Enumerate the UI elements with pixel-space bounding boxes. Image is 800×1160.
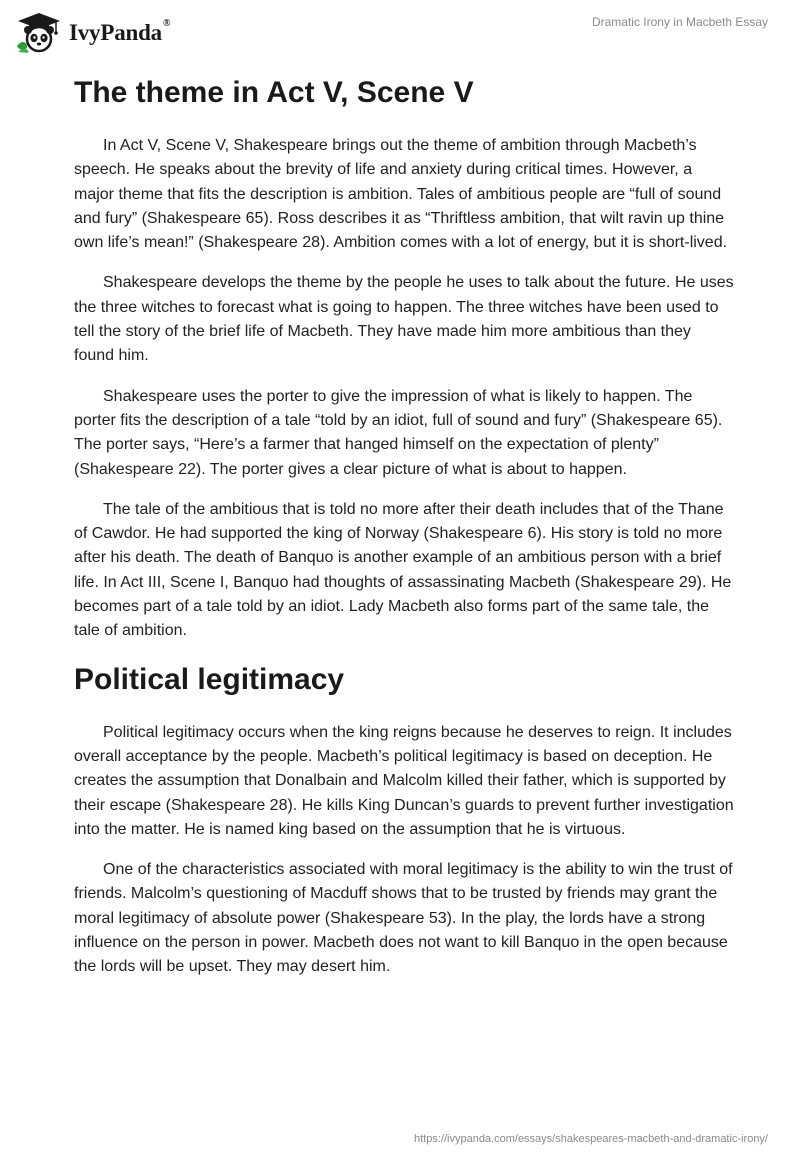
- ivypanda-logo[interactable]: [14, 12, 170, 54]
- paragraph: Shakespeare uses the porter to give the impression of what is likely to happen. The porter fits the description of a tale “told by an idiot, full of sound and fury” (Shakespeare 65). The porter says, “Here’s a farmer that hanged himself on the expectation of plenty” (Shakespeare 22). The porter gives a clear picture of what is about to happen.: [74, 387, 723, 478]
- essay-content: [74, 70, 734, 996]
- paragraph: Shakespeare develops the theme by the people he uses to talk about the future. He uses the three witches to forecast what is going to happen. The three witches have been used to tell the story of the brief life of Macbeth. They have made him more ambitious than they found him.: [74, 274, 734, 365]
- panda-graduate-icon: [14, 12, 64, 54]
- registered-mark: ®: [162, 18, 171, 29]
- source-url-link[interactable]: https://ivypanda.com/essays/shakespeares-macbeth-and-dramatic-irony/: [414, 1133, 768, 1145]
- paragraph: Political legitimacy occurs when the king reigns because he deserves to reign. It includes overall acceptance by the people. Macbeth’s political legitimacy is based on deception. He creates the assumption that Donalbain and Malcolm killed their father, which is supported by their escape (Shakespeare 28). He kills King Duncan’s guards to prevent further investigation into the matter. He is named king based on the assumption that he is virtuous.: [74, 723, 734, 838]
- paragraph: In Act V, Scene V, Shakespeare brings out the theme of ambition through Macbeth’s speech. He speaks about the brevity of life and anxiety during critical times. However, a major theme that fits the description is ambition. Tales of ambitious people are “full of sound and fury” (Shakespeare 65). Ross describes it as “Thriftless ambition, that wilt ravin up thine own life’s mean!” (Shakespeare 28). Ambition comes with a lot of energy, but it is short-lived.: [74, 137, 728, 252]
- paragraph: One of the characteristics associated with moral legitimacy is the ability to win the trust of friends. Malcolm’s questioning of Macduff shows that to be trusted by friends may grant the moral legitimacy of absolute power (Shakespeare 53). In the play, the lords have a strong influence on the person in power. Macbeth does not want to kill Banquo in the open because the lords will be upset. They may desert him.: [74, 861, 733, 976]
- document-title: Dramatic Irony in Macbeth Essay: [591, 15, 768, 29]
- section-heading: Political legitimacy: [74, 662, 345, 696]
- section-heading: The theme in Act V, Scene V: [74, 76, 474, 109]
- paragraph: The tale of the ambitious that is told no more after their death includes that of the Thane of Cawdor. He had supported the king of Norway (Shakespeare 6). His story is told no more after his death. The death of Banquo is another example of an ambitious person with a brief life. In Act III, Scene I, Banquo had thoughts of assassinating Macbeth (Shakespeare 29). He becomes part of a tale told by an idiot. Lady Macbeth also forms part of the same tale, the tale of ambition.: [74, 500, 732, 640]
- brand-name: IvyPanda®: [69, 18, 171, 45]
